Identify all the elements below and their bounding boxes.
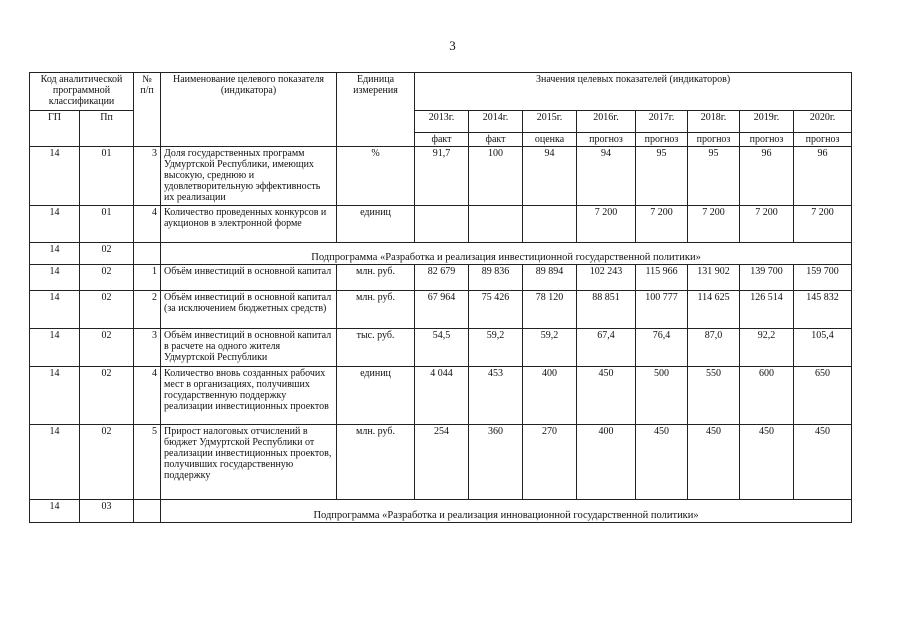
cell-unit: единиц	[337, 367, 415, 425]
table-row	[30, 147, 852, 206]
table-row	[30, 367, 852, 425]
cell-indicator-name: Количество проведенных конкурсов и аукционов в электронной форме	[161, 206, 337, 243]
cell-value: 91,7	[415, 147, 469, 206]
cell-number: 1	[134, 265, 161, 291]
cell-value: 100	[469, 147, 523, 206]
header-year: 2014г.	[469, 111, 523, 133]
cell-value: 550	[688, 367, 740, 425]
cell-pp: 02	[80, 265, 134, 291]
cell-value: 450	[740, 425, 794, 500]
cell-gp: 14	[30, 265, 80, 291]
cell-pp: 02	[80, 367, 134, 425]
header-number: № п/п	[134, 73, 161, 147]
header-value-kind: прогноз	[688, 133, 740, 147]
cell-value: 7 200	[740, 206, 794, 243]
cell-gp: 14	[30, 367, 80, 425]
subprogram-row	[30, 500, 852, 523]
header-year: 2019г.	[740, 111, 794, 133]
table-row	[30, 206, 852, 243]
cell-value: 453	[469, 367, 523, 425]
header-value-kind: прогноз	[794, 133, 852, 147]
cell-unit: млн. руб.	[337, 265, 415, 291]
cell-value: 7 200	[688, 206, 740, 243]
cell-value: 59,2	[469, 329, 523, 367]
cell-unit: млн. руб.	[337, 425, 415, 500]
cell-value: 450	[636, 425, 688, 500]
header-gp: ГП	[30, 111, 80, 147]
cell-value: 400	[577, 425, 636, 500]
header-value-kind: прогноз	[740, 133, 794, 147]
cell-gp: 14	[30, 425, 80, 500]
cell-value: 75 426	[469, 291, 523, 329]
cell-gp: 14	[30, 500, 80, 523]
cell-value: 254	[415, 425, 469, 500]
cell-unit: млн. руб.	[337, 291, 415, 329]
cell-value: 95	[688, 147, 740, 206]
cell-indicator-name: Объём инвестиций в основной капитал в расчете на одного жителя Удмуртской Республики	[161, 329, 337, 367]
cell-number: 3	[134, 147, 161, 206]
header-indicator-name: Наименование целевого показателя (индикатора)	[161, 73, 337, 147]
header-year: 2016г.	[577, 111, 636, 133]
cell-indicator-name: Доля государственных программ Удмуртской Республики, имеющих высокую, среднюю и удовлетворительную эффективность их реализации	[161, 147, 337, 206]
table-row	[30, 329, 852, 367]
cell-value: 67 964	[415, 291, 469, 329]
cell-value: 92,2	[740, 329, 794, 367]
cell-value: 88 851	[577, 291, 636, 329]
cell-number: 4	[134, 206, 161, 243]
table-row	[30, 265, 852, 291]
cell-indicator-name: Количество вновь созданных рабочих мест в организациях, получивших государственную поддержку реализации инвестиционных проектов	[161, 367, 337, 425]
cell-gp: 14	[30, 291, 80, 329]
cell-value: 7 200	[577, 206, 636, 243]
header-value-kind: факт	[415, 133, 469, 147]
cell-value: 89 836	[469, 265, 523, 291]
cell-gp: 14	[30, 206, 80, 243]
header-year: 2018г.	[688, 111, 740, 133]
cell-value: 131 902	[688, 265, 740, 291]
cell-value: 100 777	[636, 291, 688, 329]
cell-value: 145 832	[794, 291, 852, 329]
table-row	[30, 425, 852, 500]
subprogram-title: Подпрограмма «Разработка и реализация инвестиционной государственной политики»	[161, 243, 852, 265]
cell-value: 78 120	[523, 291, 577, 329]
cell-value: 96	[794, 147, 852, 206]
header-year: 2013г.	[415, 111, 469, 133]
cell-pp: 02	[80, 243, 134, 265]
cell-value: 7 200	[636, 206, 688, 243]
cell-unit: %	[337, 147, 415, 206]
cell-number: 4	[134, 367, 161, 425]
header-year: 2017г.	[636, 111, 688, 133]
cell-number: 3	[134, 329, 161, 367]
cell-value: 270	[523, 425, 577, 500]
subprogram-row	[30, 243, 852, 265]
header-value-kind: прогноз	[577, 133, 636, 147]
cell-gp: 14	[30, 243, 80, 265]
cell-value: 600	[740, 367, 794, 425]
cell-value: 59,2	[523, 329, 577, 367]
cell-gp: 14	[30, 147, 80, 206]
cell-value: 450	[577, 367, 636, 425]
cell-indicator-name: Объём инвестиций в основной капитал (за исключением бюджетных средств)	[161, 291, 337, 329]
cell-value: 360	[469, 425, 523, 500]
cell-value: 94	[577, 147, 636, 206]
page-number: 3	[449, 38, 456, 53]
subprogram-title: Подпрограмма «Разработка и реализация инновационной государственной политики»	[161, 500, 852, 523]
header-unit: Единица измерения	[337, 73, 415, 147]
cell-value	[469, 206, 523, 243]
cell-unit: единиц	[337, 206, 415, 243]
cell-value: 400	[523, 367, 577, 425]
cell-pp: 01	[80, 206, 134, 243]
cell-value: 159 700	[794, 265, 852, 291]
cell-number	[134, 500, 161, 523]
header-value-kind: прогноз	[636, 133, 688, 147]
cell-value: 96	[740, 147, 794, 206]
cell-value: 94	[523, 147, 577, 206]
table-row	[30, 291, 852, 329]
header-year: 2015г.	[523, 111, 577, 133]
cell-value: 54,5	[415, 329, 469, 367]
header-pp: Пп	[80, 111, 134, 147]
cell-value: 126 514	[740, 291, 794, 329]
cell-value: 115 966	[636, 265, 688, 291]
cell-number: 2	[134, 291, 161, 329]
header-values: Значения целевых показателей (индикаторов)	[415, 73, 852, 111]
cell-number: 5	[134, 425, 161, 500]
cell-value: 87,0	[688, 329, 740, 367]
cell-value: 102 243	[577, 265, 636, 291]
cell-indicator-name: Объём инвестиций в основной капитал	[161, 265, 337, 291]
cell-value	[415, 206, 469, 243]
cell-value: 105,4	[794, 329, 852, 367]
header-value-kind: факт	[469, 133, 523, 147]
indicators-table	[29, 72, 852, 523]
cell-number	[134, 243, 161, 265]
cell-value: 114 625	[688, 291, 740, 329]
cell-value: 7 200	[794, 206, 852, 243]
cell-value	[523, 206, 577, 243]
cell-indicator-name: Прирост налоговых отчислений в бюджет Удмуртской Республики от реализации инвестиционных проектов, получивших государственную поддержку	[161, 425, 337, 500]
cell-pp: 01	[80, 147, 134, 206]
cell-value: 139 700	[740, 265, 794, 291]
cell-value: 650	[794, 367, 852, 425]
cell-gp: 14	[30, 329, 80, 367]
cell-value: 95	[636, 147, 688, 206]
cell-unit: тыс. руб.	[337, 329, 415, 367]
cell-value: 500	[636, 367, 688, 425]
header-year: 2020г.	[794, 111, 852, 133]
cell-value: 82 679	[415, 265, 469, 291]
cell-value: 89 894	[523, 265, 577, 291]
cell-value: 76,4	[636, 329, 688, 367]
cell-pp: 02	[80, 291, 134, 329]
header-value-kind: оценка	[523, 133, 577, 147]
header-code-group: Код аналитической программной классификации	[30, 73, 134, 111]
cell-value: 450	[794, 425, 852, 500]
cell-value: 67,4	[577, 329, 636, 367]
cell-value: 450	[688, 425, 740, 500]
cell-pp: 02	[80, 425, 134, 500]
cell-pp: 02	[80, 329, 134, 367]
cell-value: 4 044	[415, 367, 469, 425]
cell-pp: 03	[80, 500, 134, 523]
